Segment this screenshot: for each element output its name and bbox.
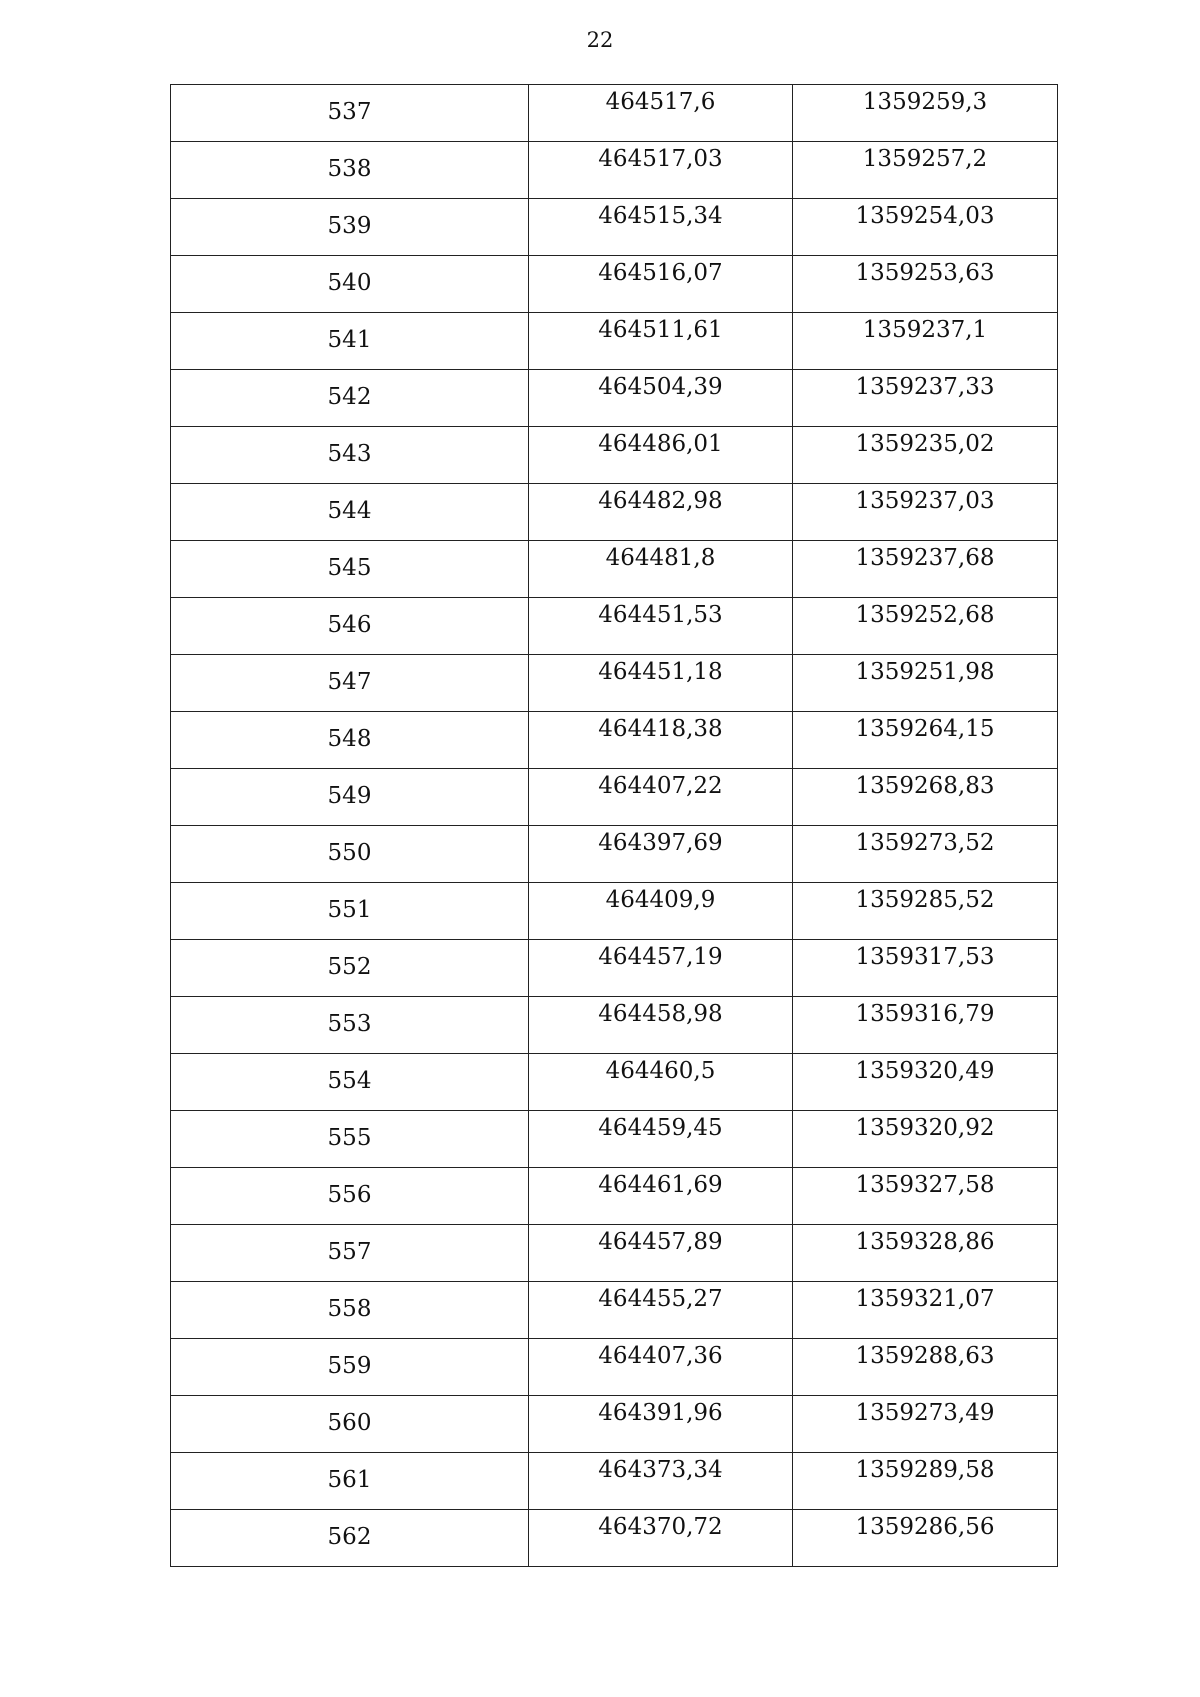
x-coordinate-cell (529, 370, 793, 427)
x-coordinate-cell (529, 199, 793, 256)
table-row (171, 541, 1058, 598)
x-coordinate-cell-text: 464461,69 (598, 1172, 723, 1198)
y-coordinate-cell (793, 142, 1058, 199)
y-coordinate-cell-text: 1359327,58 (855, 1172, 995, 1198)
point-number-cell-text: 548 (327, 726, 372, 752)
table-row (171, 427, 1058, 484)
point-number-cell (171, 427, 529, 484)
x-coordinate-cell-text: 464504,39 (598, 374, 723, 400)
point-number-cell-text: 553 (327, 1011, 372, 1037)
point-number-cell-text: 547 (327, 669, 372, 695)
point-number-cell (171, 85, 529, 142)
y-coordinate-cell (793, 1396, 1058, 1453)
x-coordinate-cell-text: 464458,98 (598, 1001, 723, 1027)
point-number-cell (171, 484, 529, 541)
y-coordinate-cell (793, 712, 1058, 769)
point-number-cell-text: 539 (327, 213, 372, 239)
table-row (171, 655, 1058, 712)
point-number-cell-text: 538 (327, 156, 372, 182)
y-coordinate-cell (793, 427, 1058, 484)
table-row (171, 883, 1058, 940)
x-coordinate-cell (529, 484, 793, 541)
y-coordinate-cell-text: 1359289,58 (855, 1457, 995, 1483)
y-coordinate-cell-text: 1359320,92 (855, 1115, 995, 1141)
x-coordinate-cell (529, 1054, 793, 1111)
point-number-cell (171, 1111, 529, 1168)
x-coordinate-cell (529, 1453, 793, 1510)
point-number-cell-text: 562 (327, 1524, 372, 1550)
y-coordinate-cell (793, 940, 1058, 997)
point-number-cell-text: 554 (327, 1068, 372, 1094)
y-coordinate-cell (793, 313, 1058, 370)
point-number-cell (171, 1282, 529, 1339)
y-coordinate-cell-text: 1359316,79 (855, 1001, 995, 1027)
point-number-cell-text: 545 (327, 555, 372, 581)
point-number-cell (171, 541, 529, 598)
point-number-cell (171, 256, 529, 313)
x-coordinate-cell (529, 598, 793, 655)
point-number-cell-text: 544 (327, 498, 372, 524)
point-number-cell-text: 549 (327, 783, 372, 809)
point-number-cell (171, 313, 529, 370)
table-row (171, 1396, 1058, 1453)
point-number-cell (171, 712, 529, 769)
table-row (171, 1168, 1058, 1225)
x-coordinate-cell-text: 464418,38 (598, 716, 723, 742)
x-coordinate-cell-text: 464451,18 (598, 659, 723, 685)
y-coordinate-cell-text: 1359237,33 (855, 374, 995, 400)
point-number-cell-text: 560 (327, 1410, 372, 1436)
point-number-cell (171, 997, 529, 1054)
point-number-cell-text: 559 (327, 1353, 372, 1379)
x-coordinate-cell-text: 464516,07 (598, 260, 723, 286)
y-coordinate-cell (793, 1282, 1058, 1339)
table-row (171, 370, 1058, 427)
x-coordinate-cell (529, 1339, 793, 1396)
point-number-cell-text: 537 (327, 99, 372, 125)
point-number-cell-text: 555 (327, 1125, 372, 1151)
table-row (171, 769, 1058, 826)
y-coordinate-cell-text: 1359273,49 (855, 1400, 995, 1426)
point-number-cell-text: 557 (327, 1239, 372, 1265)
point-number-cell (171, 1339, 529, 1396)
table-row (171, 1111, 1058, 1168)
table-row (171, 712, 1058, 769)
y-coordinate-cell-text: 1359288,63 (855, 1343, 995, 1369)
y-coordinate-cell (793, 1339, 1058, 1396)
table-row (171, 484, 1058, 541)
x-coordinate-cell-text: 464459,45 (598, 1115, 723, 1141)
x-coordinate-cell-text: 464517,03 (598, 146, 723, 172)
table-row (171, 940, 1058, 997)
y-coordinate-cell-text: 1359285,52 (855, 887, 995, 913)
point-number-cell (171, 1225, 529, 1282)
table-row (171, 1453, 1058, 1510)
y-coordinate-cell-text: 1359321,07 (855, 1286, 995, 1312)
table-row (171, 1510, 1058, 1567)
x-coordinate-cell-text: 464457,89 (598, 1229, 723, 1255)
page-number: 22 (586, 28, 614, 52)
x-coordinate-cell-text: 464517,6 (605, 89, 716, 115)
y-coordinate-cell (793, 1054, 1058, 1111)
x-coordinate-cell-text: 464407,22 (598, 773, 723, 799)
y-coordinate-cell (793, 85, 1058, 142)
x-coordinate-cell (529, 256, 793, 313)
x-coordinate-cell-text: 464370,72 (598, 1514, 723, 1540)
x-coordinate-cell-text: 464457,19 (598, 944, 723, 970)
y-coordinate-cell-text: 1359254,03 (855, 203, 995, 229)
x-coordinate-cell (529, 940, 793, 997)
table-row (171, 199, 1058, 256)
y-coordinate-cell (793, 883, 1058, 940)
y-coordinate-cell (793, 997, 1058, 1054)
x-coordinate-cell-text: 464515,34 (598, 203, 723, 229)
point-number-cell (171, 1453, 529, 1510)
x-coordinate-cell (529, 1396, 793, 1453)
x-coordinate-cell (529, 1282, 793, 1339)
x-coordinate-cell (529, 826, 793, 883)
y-coordinate-cell-text: 1359268,83 (855, 773, 995, 799)
point-number-cell (171, 826, 529, 883)
y-coordinate-cell-text: 1359235,02 (855, 431, 995, 457)
x-coordinate-cell (529, 1225, 793, 1282)
y-coordinate-cell-text: 1359264,15 (855, 716, 995, 742)
y-coordinate-cell-text: 1359257,2 (862, 146, 988, 172)
x-coordinate-cell-text: 464481,8 (605, 545, 716, 571)
point-number-cell-text: 550 (327, 840, 372, 866)
x-coordinate-cell (529, 85, 793, 142)
y-coordinate-cell-text: 1359237,03 (855, 488, 995, 514)
x-coordinate-cell-text: 464407,36 (598, 1343, 723, 1369)
point-number-cell-text: 543 (327, 441, 372, 467)
x-coordinate-cell-text: 464482,98 (598, 488, 723, 514)
y-coordinate-cell-text: 1359320,49 (855, 1058, 995, 1084)
y-coordinate-cell (793, 199, 1058, 256)
table-row (171, 313, 1058, 370)
y-coordinate-cell-text: 1359237,1 (862, 317, 988, 343)
y-coordinate-cell-text: 1359237,68 (855, 545, 995, 571)
y-coordinate-cell (793, 1225, 1058, 1282)
y-coordinate-cell-text: 1359251,98 (855, 659, 995, 685)
y-coordinate-cell (793, 1510, 1058, 1567)
point-number-cell (171, 199, 529, 256)
y-coordinate-cell-text: 1359273,52 (855, 830, 995, 856)
y-coordinate-cell (793, 1453, 1058, 1510)
table-row (171, 997, 1058, 1054)
point-number-cell-text: 541 (327, 327, 372, 353)
y-coordinate-cell (793, 484, 1058, 541)
table-row (171, 1282, 1058, 1339)
table-row (171, 598, 1058, 655)
y-coordinate-cell-text: 1359259,3 (862, 89, 988, 115)
table-row (171, 1339, 1058, 1396)
x-coordinate-cell (529, 1168, 793, 1225)
y-coordinate-cell (793, 598, 1058, 655)
table-row (171, 85, 1058, 142)
table-row (171, 142, 1058, 199)
point-number-cell-text: 546 (327, 612, 372, 638)
coordinates-table (170, 84, 1058, 1567)
point-number-cell-text: 552 (327, 954, 372, 980)
point-number-cell-text: 561 (327, 1467, 372, 1493)
point-number-cell-text: 542 (327, 384, 372, 410)
x-coordinate-cell-text: 464486,01 (598, 431, 723, 457)
y-coordinate-cell (793, 256, 1058, 313)
point-number-cell (171, 1510, 529, 1567)
x-coordinate-cell-text: 464455,27 (598, 1286, 723, 1312)
point-number-cell (171, 1054, 529, 1111)
y-coordinate-cell-text: 1359317,53 (855, 944, 995, 970)
y-coordinate-cell-text: 1359286,56 (855, 1514, 995, 1540)
table-row (171, 1054, 1058, 1111)
point-number-cell-text: 551 (327, 897, 372, 923)
x-coordinate-cell-text: 464511,61 (598, 317, 723, 343)
x-coordinate-cell (529, 427, 793, 484)
point-number-cell (171, 598, 529, 655)
x-coordinate-cell-text: 464451,53 (598, 602, 723, 628)
point-number-cell (171, 370, 529, 427)
y-coordinate-cell (793, 1168, 1058, 1225)
x-coordinate-cell-text: 464391,96 (598, 1400, 723, 1426)
x-coordinate-cell (529, 883, 793, 940)
y-coordinate-cell-text: 1359328,86 (855, 1229, 995, 1255)
point-number-cell (171, 1396, 529, 1453)
point-number-cell (171, 769, 529, 826)
point-number-cell (171, 655, 529, 712)
x-coordinate-cell-text: 464460,5 (605, 1058, 716, 1084)
x-coordinate-cell-text: 464409,9 (605, 887, 716, 913)
y-coordinate-cell (793, 370, 1058, 427)
point-number-cell-text: 558 (327, 1296, 372, 1322)
table-row (171, 1225, 1058, 1282)
y-coordinate-cell (793, 655, 1058, 712)
x-coordinate-cell (529, 1111, 793, 1168)
x-coordinate-cell (529, 142, 793, 199)
y-coordinate-cell-text: 1359253,63 (855, 260, 995, 286)
y-coordinate-cell (793, 541, 1058, 598)
x-coordinate-cell (529, 712, 793, 769)
y-coordinate-cell (793, 1111, 1058, 1168)
point-number-cell (171, 1168, 529, 1225)
y-coordinate-cell-text: 1359252,68 (855, 602, 995, 628)
point-number-cell-text: 556 (327, 1182, 372, 1208)
x-coordinate-cell-text: 464373,34 (598, 1457, 723, 1483)
y-coordinate-cell (793, 769, 1058, 826)
point-number-cell (171, 142, 529, 199)
x-coordinate-cell (529, 1510, 793, 1567)
x-coordinate-cell (529, 313, 793, 370)
point-number-cell (171, 940, 529, 997)
coordinates-table-body (171, 85, 1058, 1567)
table-row (171, 826, 1058, 883)
point-number-cell-text: 540 (327, 270, 372, 296)
x-coordinate-cell (529, 769, 793, 826)
y-coordinate-cell (793, 826, 1058, 883)
x-coordinate-cell (529, 655, 793, 712)
point-number-cell (171, 883, 529, 940)
x-coordinate-cell (529, 541, 793, 598)
x-coordinate-cell (529, 997, 793, 1054)
table-row (171, 256, 1058, 313)
x-coordinate-cell-text: 464397,69 (598, 830, 723, 856)
